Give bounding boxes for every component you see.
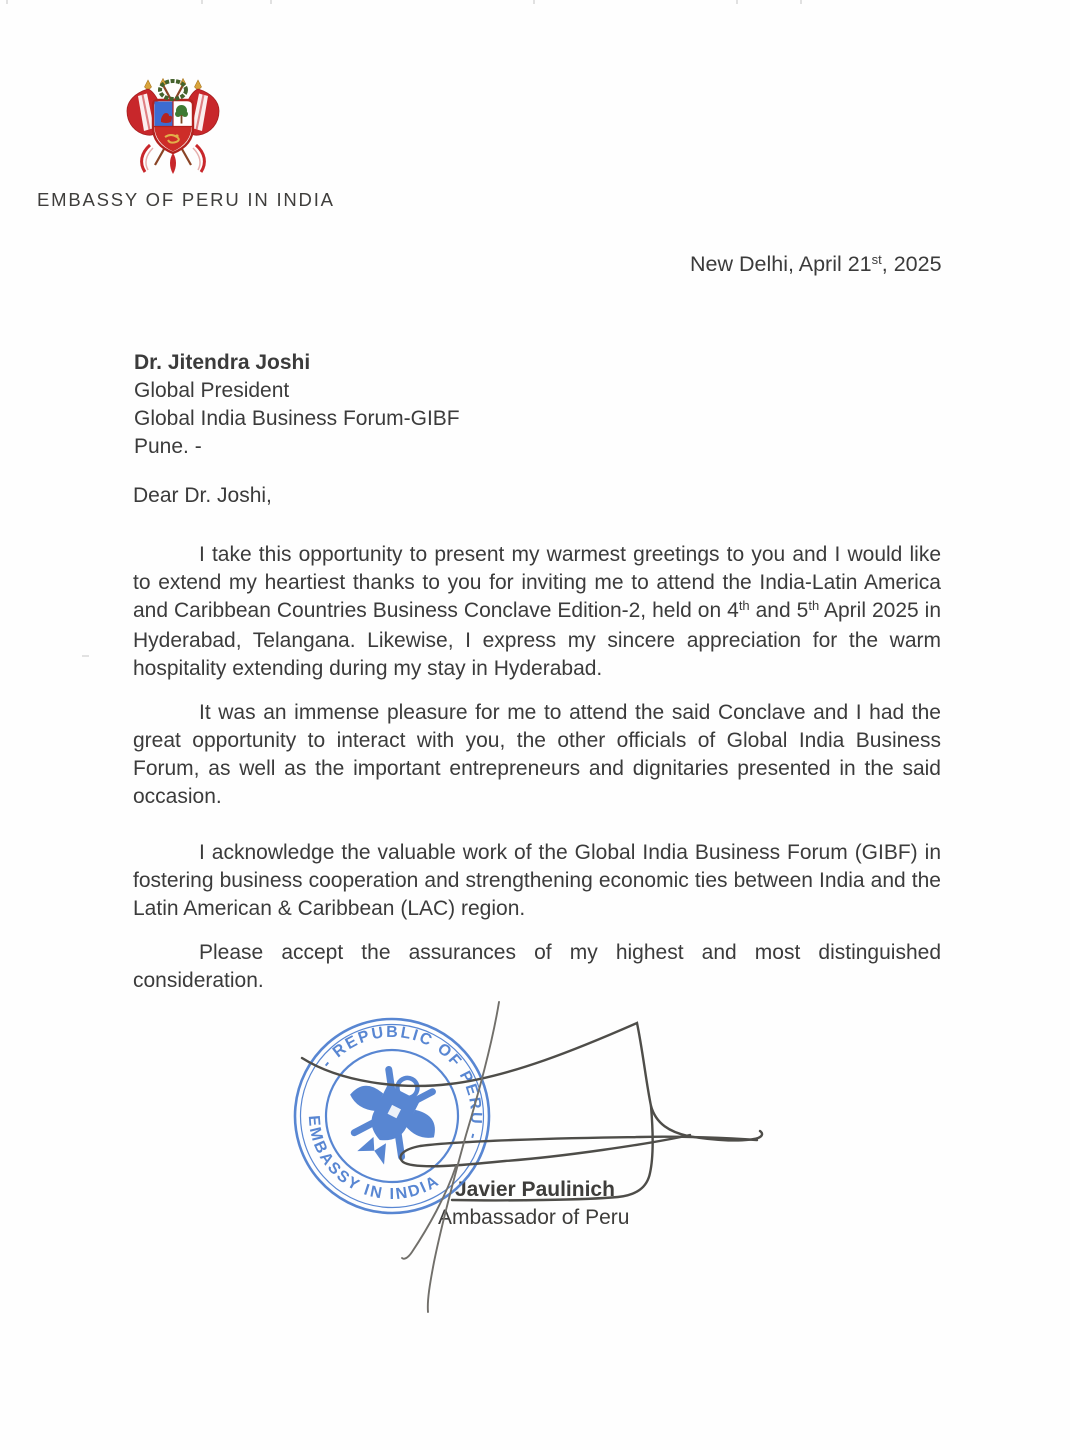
scan-artifact-tick <box>800 0 802 4</box>
recipient-city: Pune. - <box>134 435 202 458</box>
paragraph-1-text: April 2025 in Hyderabad, Telangana. Likewise, I express my sincere appreciation for the warm hospitality extending during my stay in Hyderabad. <box>133 599 941 680</box>
paragraph-1-text: and 5 <box>749 599 809 622</box>
scan-artifact-tick <box>736 0 738 4</box>
ordinal-suffix: th <box>808 598 820 613</box>
scan-artifact-tick <box>533 0 535 4</box>
date-line <box>690 252 942 277</box>
paragraph-1-text: I take this opportunity to present my warmest greetings to you and I would like to extend my heartiest thanks to you for inviting me to attend the India-Latin America and Caribbean Countries Business Conclave Edition-2, held on 4 <box>133 543 941 622</box>
recipient-block <box>134 349 460 461</box>
laurel-wreath <box>160 81 186 99</box>
stamp-and-signature <box>270 985 810 1330</box>
recipient-title: Global President <box>134 379 290 402</box>
stamp-middle-ring <box>270 993 515 1239</box>
scan-artifact-tick <box>270 0 272 4</box>
scan-artifact-tick <box>201 0 203 4</box>
recipient-organization: Global India Business Forum-GIBF <box>134 407 460 430</box>
shield <box>153 100 193 153</box>
stamp-center-emblem <box>329 1057 453 1179</box>
date-year: , 2025 <box>881 252 942 276</box>
paragraph-4: Please accept the assurances of my highest and most distinguished consideration. <box>133 941 941 992</box>
handwritten-signature <box>302 1002 762 1312</box>
signatory-name: Javier Paulinich <box>455 1178 615 1201</box>
scan-artifact-tick <box>6 0 8 4</box>
stamp-arc-top-text: - REPUBLIC OF PERU - <box>318 1023 485 1143</box>
paragraph-2: It was an immense pleasure for me to attend the said Conclave and I had the great opportunity to interact with you, the other officials of Global India Business Forum, as well as the important entrepreneurs and dignitaries presented in the said occasion. <box>133 701 941 808</box>
date-ordinal-suffix: st <box>871 252 882 267</box>
peru-coat-of-arms-icon <box>117 77 229 183</box>
date-text: New Delhi, April 21 <box>690 252 872 276</box>
shield-field-cornucopia <box>155 127 192 152</box>
stamp-arc-bottom-text: EMBASSY IN INDIA <box>304 1114 444 1204</box>
paragraph-3: I acknowledge the valuable work of the Global India Business Forum (GIBF) in fostering business cooperation and strengthening economic ties between India and the Latin American & Caribbean (LAC) region. <box>133 841 941 920</box>
signatory-title: Ambassador of Peru <box>438 1206 630 1229</box>
salutation: Dear Dr. Joshi, <box>133 484 272 507</box>
ordinal-suffix: th <box>738 598 750 613</box>
letterhead-org-name: EMBASSY OF PERU IN INDIA <box>37 189 335 210</box>
scan-artifact-dash <box>82 655 89 657</box>
paragraph-1 <box>133 541 941 683</box>
recipient-name: Dr. Jitendra Joshi <box>134 351 311 374</box>
